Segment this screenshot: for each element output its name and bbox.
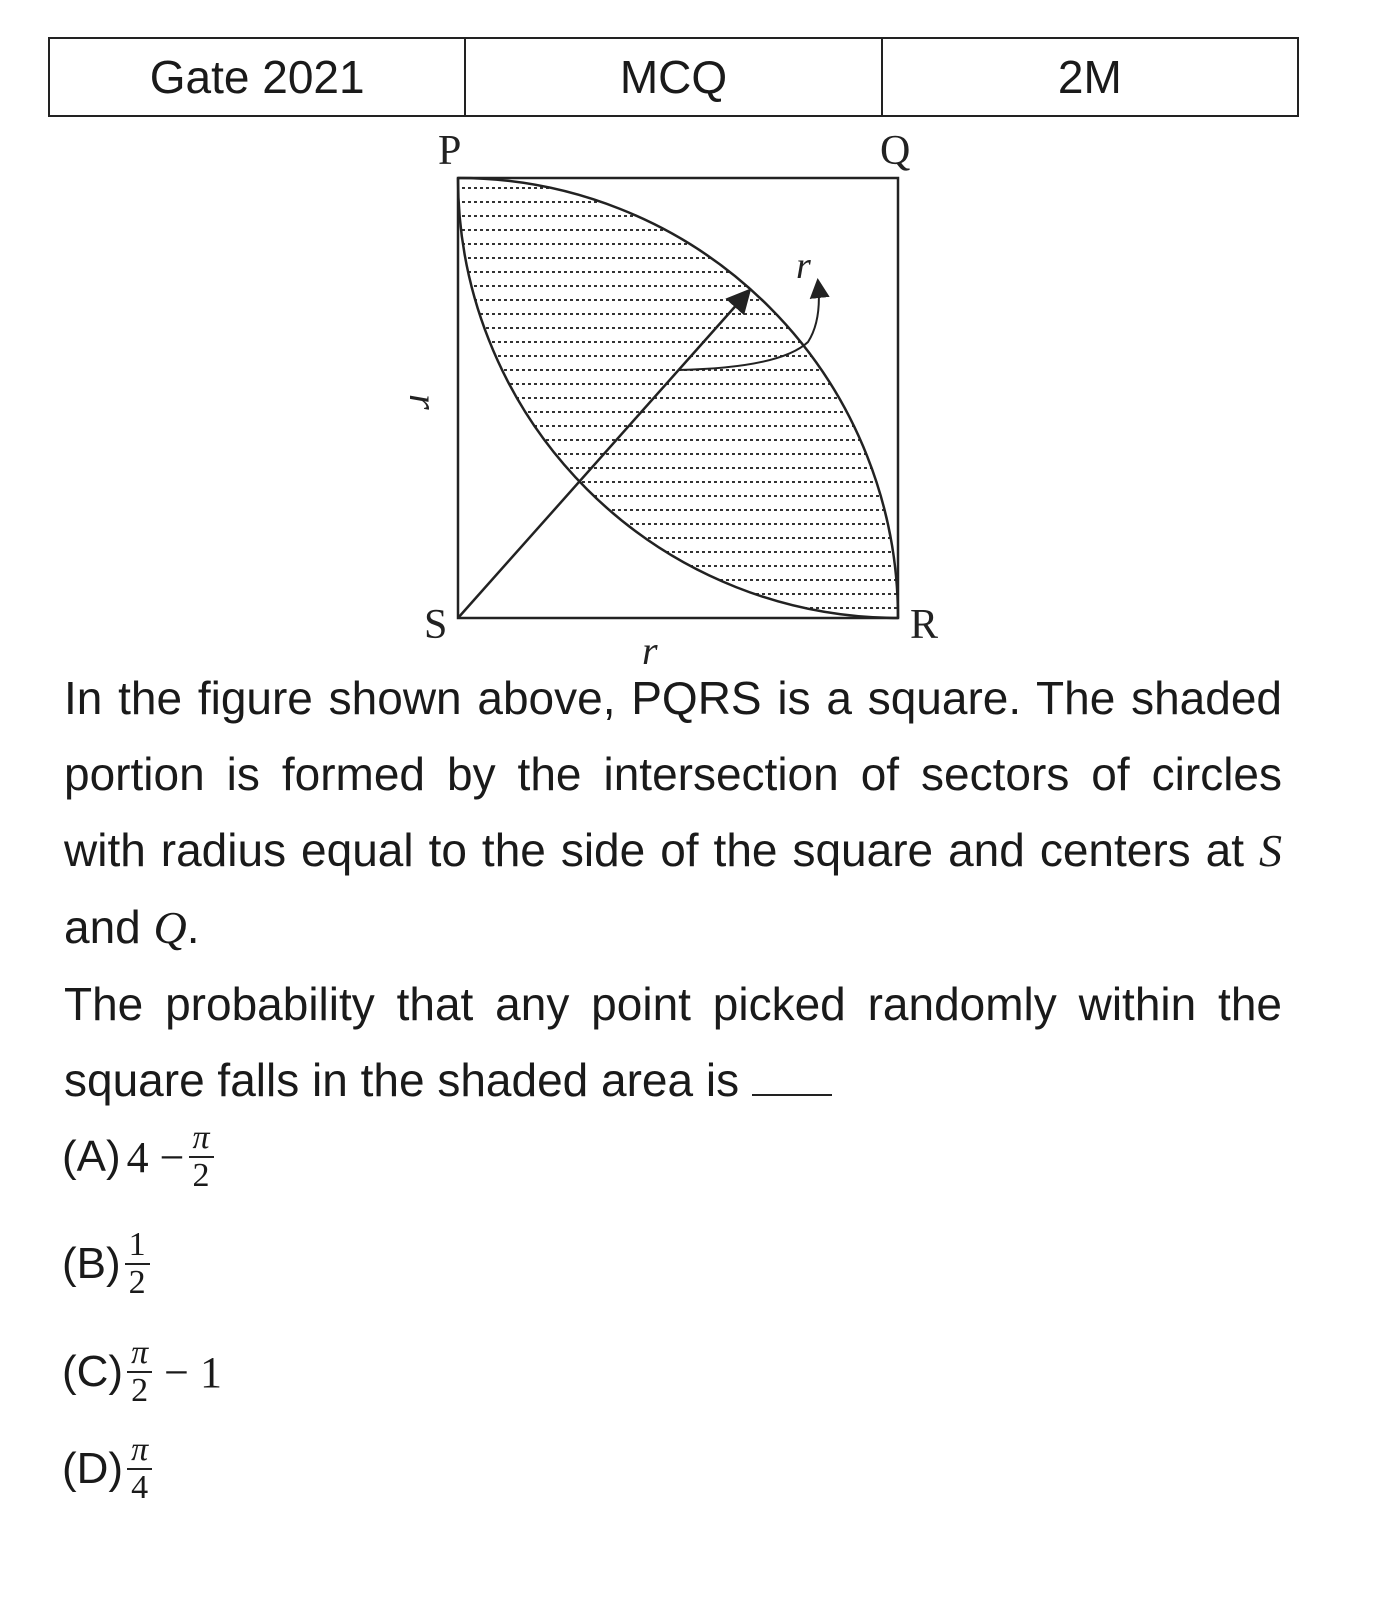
exam-cell: Gate 2021 — [49, 38, 465, 116]
option-c-post: − 1 — [164, 1347, 222, 1397]
vertex-q-label: Q — [880, 128, 911, 174]
header-table — [48, 37, 1299, 117]
side-left-label: r — [401, 394, 446, 410]
radius-pointer — [678, 282, 819, 370]
option-a[interactable] — [62, 1120, 218, 1194]
option-a-label: (A) — [62, 1132, 121, 1181]
question-para-2: The probability that any point picked randomly within the square falls in the shaded area is — [64, 978, 1282, 1106]
option-b-label: (B) — [62, 1239, 121, 1288]
vertex-s-label: S — [424, 602, 448, 648]
option-d-fraction: $\frac{\pi}{4}$ — [127, 1432, 152, 1506]
shaded-region — [450, 188, 910, 608]
center-q-var: Q — [153, 902, 187, 953]
option-a-pre: 4 − — [126, 1132, 185, 1182]
option-a-fraction: $\frac{\pi}{2}$ — [188, 1120, 213, 1194]
center-s-var: S — [1259, 825, 1282, 876]
option-c[interactable] — [62, 1335, 222, 1409]
question-para-1: In the figure shown above, PQRS is a square. The shaded portion is formed by the intersection of sectors of circles with radius equal to the side of the square and centers at S and Q. — [64, 672, 1282, 953]
marks-cell: 2M — [882, 38, 1298, 116]
question-text — [64, 660, 1282, 1118]
option-b-fraction: $\frac{1}{2}$ — [125, 1227, 150, 1301]
side-bottom-label: r — [642, 628, 658, 673]
radius-label: r — [796, 245, 811, 287]
option-c-fraction: $\frac{\pi}{2}$ — [127, 1335, 152, 1409]
option-d[interactable] — [62, 1432, 156, 1506]
question-type-cell: MCQ — [465, 38, 881, 116]
vertex-p-label: P — [438, 128, 462, 174]
answer-blank — [752, 1060, 832, 1096]
square-figure — [380, 120, 980, 680]
option-b[interactable] — [62, 1227, 154, 1301]
option-c-label: (C) — [62, 1347, 124, 1396]
option-d-label: (D) — [62, 1444, 124, 1493]
vertex-r-label: R — [910, 602, 939, 648]
